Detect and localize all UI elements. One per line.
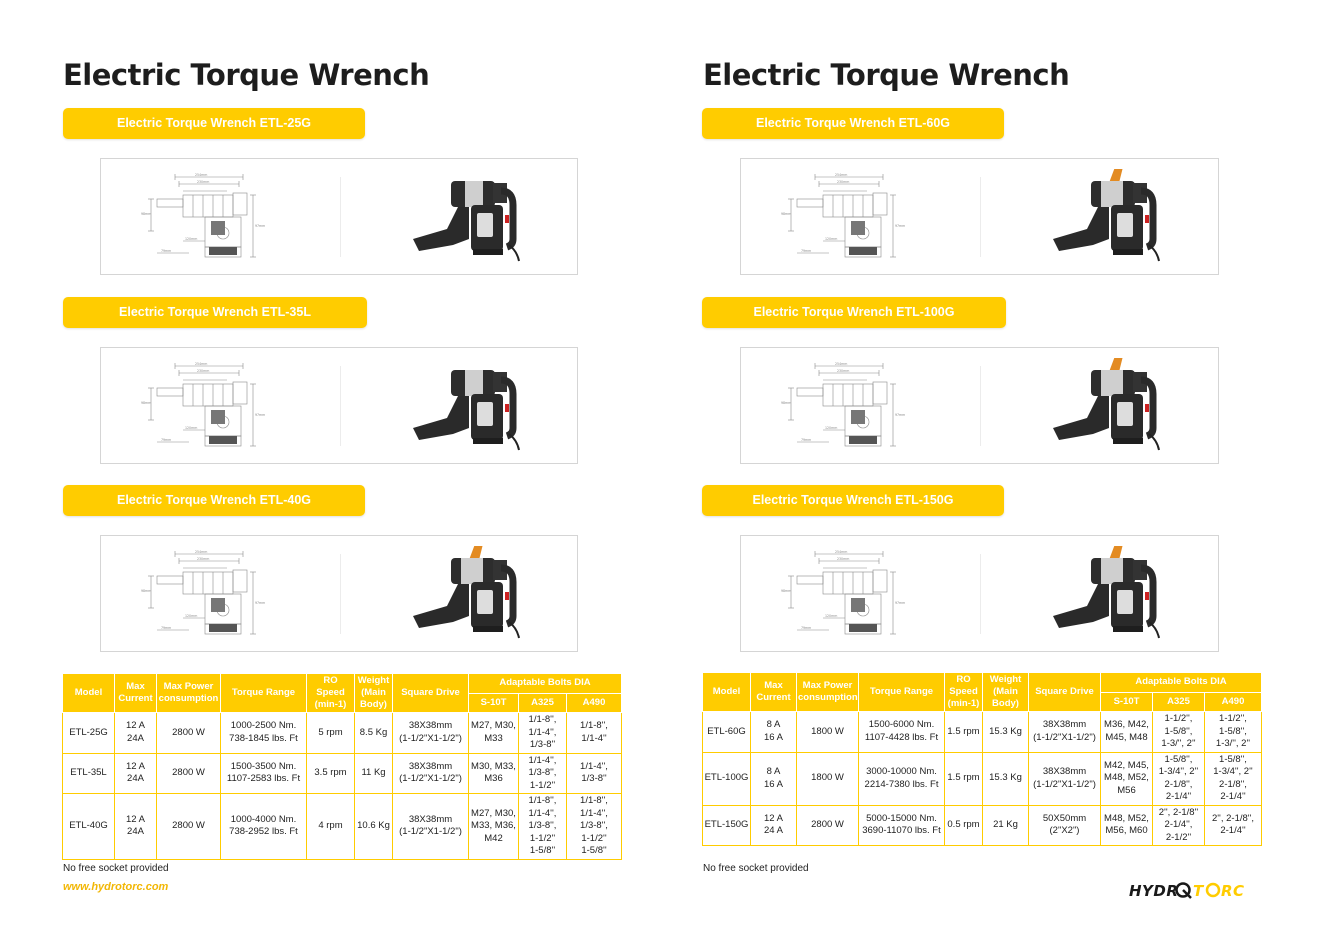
cell-weight: 11 Kg — [355, 753, 393, 794]
image-box-etl-35l — [100, 347, 578, 464]
cell-speed: 3.5 rpm — [307, 753, 355, 794]
header-bolts: Adaptable Bolts DIA — [1101, 673, 1262, 693]
header-torque: Torque Range — [221, 674, 307, 713]
cell-power: 2800 W — [157, 713, 221, 754]
technical-drawing — [779, 546, 909, 642]
header-speed: RO Speed (min-1) — [945, 673, 983, 712]
cell-model: ETL-40G — [63, 794, 115, 860]
cell-model: ETL-100G — [703, 752, 751, 805]
divider — [340, 366, 341, 446]
cell-a490: 2'', 2-1/8'', 2-1/4'' — [1205, 805, 1262, 846]
cell-s10t: M48, M52, M56, M60 — [1101, 805, 1153, 846]
header-current: Max Current — [751, 673, 797, 712]
table-row — [63, 713, 622, 754]
cell-weight: 21 Kg — [983, 805, 1029, 846]
cell-a490: 1/1-4'', 1/3-8'' — [567, 753, 622, 794]
svg-text:T: T — [1193, 882, 1204, 900]
product-photo — [1049, 546, 1177, 642]
left-page — [0, 0, 660, 933]
cell-a325: 1/1-4'', 1/3-8'', 1-1/2'' — [519, 753, 567, 794]
product-photo — [409, 546, 537, 642]
cell-model: ETL-150G — [703, 805, 751, 846]
cell-drive: 38X38mm (1-1/2"X1-1/2") — [393, 713, 469, 754]
cell-power: 2800 W — [797, 805, 859, 846]
cell-a490: 1/1-8'', 1/1-4'', 1/3-8'', 1-1/2'' 1-5/8'' — [567, 794, 622, 860]
cell-s10t: M30, M33, M36 — [469, 753, 519, 794]
header-a490: A490 — [567, 693, 622, 713]
header-drive: Square Drive — [1029, 673, 1101, 712]
cell-a490: 1/1-8'', 1/1-4'' — [567, 713, 622, 754]
product-photo — [409, 358, 537, 454]
cell-torque: 1500-3500 Nm. 1107-2583 lbs. Ft — [221, 753, 307, 794]
cell-current: 12 A 24 A — [751, 805, 797, 846]
footnote: No free socket provided — [63, 863, 169, 874]
header-s10t: S-10T — [1101, 692, 1153, 712]
cell-drive: 50X50mm (2"X2") — [1029, 805, 1101, 846]
cell-model: ETL-25G — [63, 713, 115, 754]
divider — [980, 554, 981, 634]
cell-s10t: M27, M30, M33 — [469, 713, 519, 754]
technical-drawing — [139, 169, 269, 265]
divider — [340, 554, 341, 634]
cell-torque: 1000-2500 Nm. 738-1845 lbs. Ft — [221, 713, 307, 754]
cell-s10t: M27, M30, M33, M36, M42 — [469, 794, 519, 860]
cell-speed: 0.5 rpm — [945, 805, 983, 846]
product-photo — [1049, 358, 1177, 454]
table-row — [703, 752, 1262, 805]
cell-a490: 1-1/2'', 1-5/8'', 1-3/'', 2'' — [1205, 712, 1262, 753]
header-power: Max Power consumption — [157, 674, 221, 713]
image-box-etl-25g — [100, 158, 578, 275]
header-a490: A490 — [1205, 692, 1262, 712]
cell-s10t: M42, M45, M48, M52, M56 — [1101, 752, 1153, 805]
cell-speed: 4 rpm — [307, 794, 355, 860]
image-box-etl-60g — [740, 158, 1219, 275]
technical-drawing — [139, 546, 269, 642]
cell-torque: 5000-15000 Nm. 3690-11070 lbs. Ft — [859, 805, 945, 846]
header-weight: Weight (Main Body) — [983, 673, 1029, 712]
header-power: Max Power consumption — [797, 673, 859, 712]
cell-drive: 38X38mm (1-1/2"X1-1/2") — [1029, 752, 1101, 805]
divider — [980, 366, 981, 446]
image-box-etl-100g — [740, 347, 1219, 464]
cell-drive: 38X38mm (1-1/2"X1-1/2") — [393, 753, 469, 794]
cell-power: 1800 W — [797, 712, 859, 753]
cell-drive: 38X38mm (1-1/2"X1-1/2") — [393, 794, 469, 860]
header-bolts: Adaptable Bolts DIA — [469, 674, 622, 694]
cell-weight: 10.6 Kg — [355, 794, 393, 860]
section-label-etl-150g: Electric Torque Wrench ETL-150G — [702, 485, 1004, 516]
website-link[interactable]: www.hydrotorc.com — [63, 881, 169, 893]
cell-a325: 1/1-8'', 1/1-4'', 1/3-8'' — [519, 713, 567, 754]
cell-speed: 1.5 rpm — [945, 752, 983, 805]
header-s10t: S-10T — [469, 693, 519, 713]
svg-text:HYDR: HYDR — [1129, 882, 1179, 900]
cell-torque: 3000-10000 Nm. 2214-7380 lbs. Ft — [859, 752, 945, 805]
divider — [340, 177, 341, 257]
cell-a325: 1-1/2'', 1-5/8'', 1-3/'', 2'' — [1153, 712, 1205, 753]
header-current: Max Current — [115, 674, 157, 713]
cell-torque: 1500-6000 Nm. 1107-4428 lbs. Ft — [859, 712, 945, 753]
header-model: Model — [63, 674, 115, 713]
image-box-etl-150g — [740, 535, 1219, 652]
table-row — [63, 753, 622, 794]
cell-a325: 1-5/8'', 1-3/4'', 2'' 2-1/8'', 2-1/4'' — [1153, 752, 1205, 805]
cell-power: 2800 W — [157, 753, 221, 794]
divider — [980, 177, 981, 257]
header-a325: A325 — [519, 693, 567, 713]
cell-a490: 1-5/8'', 1-3/4'', 2'' 2-1/8'', 2-1/4'' — [1205, 752, 1262, 805]
section-label-etl-60g: Electric Torque Wrench ETL-60G — [702, 108, 1004, 139]
cell-speed: 1.5 rpm — [945, 712, 983, 753]
cell-current: 12 A 24A — [115, 713, 157, 754]
spec-table — [702, 672, 1262, 846]
hydrotorc-logo — [1129, 878, 1264, 902]
spec-table — [62, 673, 622, 860]
technical-drawing — [779, 358, 909, 454]
cell-a325: 1/1-8'', 1/1-4'', 1/3-8'', 1-1/2'' 1-5/8'' — [519, 794, 567, 860]
table-row — [63, 794, 622, 860]
cell-power: 2800 W — [157, 794, 221, 860]
product-photo — [1049, 169, 1177, 265]
cell-weight: 8.5 Kg — [355, 713, 393, 754]
cell-current: 8 A 16 A — [751, 752, 797, 805]
right-page — [640, 0, 1300, 933]
cell-model: ETL-60G — [703, 712, 751, 753]
header-speed: RO Speed (min-1) — [307, 674, 355, 713]
table-row — [703, 805, 1262, 846]
cell-speed: 5 rpm — [307, 713, 355, 754]
cell-current: 8 A 16 A — [751, 712, 797, 753]
page-title: Electric Torque Wrench — [703, 58, 1070, 92]
product-photo — [409, 169, 537, 265]
svg-text:RC: RC — [1221, 882, 1245, 900]
footnote: No free socket provided — [703, 863, 809, 874]
cell-current: 12 A 24A — [115, 753, 157, 794]
cell-drive: 38X38mm (1-1/2"X1-1/2") — [1029, 712, 1101, 753]
table-row — [703, 712, 1262, 753]
header-torque: Torque Range — [859, 673, 945, 712]
header-weight: Weight (Main Body) — [355, 674, 393, 713]
cell-current: 12 A 24A — [115, 794, 157, 860]
cell-s10t: M36, M42, M45, M48 — [1101, 712, 1153, 753]
image-box-etl-40g — [100, 535, 578, 652]
cell-weight: 15.3 Kg — [983, 712, 1029, 753]
cell-power: 1800 W — [797, 752, 859, 805]
section-label-etl-25g: Electric Torque Wrench ETL-25G — [63, 108, 365, 139]
cell-torque: 1000-4000 Nm. 738-2952 lbs. Ft — [221, 794, 307, 860]
technical-drawing — [779, 169, 909, 265]
cell-model: ETL-35L — [63, 753, 115, 794]
cell-weight: 15.3 Kg — [983, 752, 1029, 805]
technical-drawing — [139, 358, 269, 454]
cell-a325: 2'', 2-1/8'' 2-1/4'', 2-1/2'' — [1153, 805, 1205, 846]
section-label-etl-35l: Electric Torque Wrench ETL-35L — [63, 297, 367, 328]
section-label-etl-40g: Electric Torque Wrench ETL-40G — [63, 485, 365, 516]
section-label-etl-100g: Electric Torque Wrench ETL-100G — [702, 297, 1006, 328]
header-model: Model — [703, 673, 751, 712]
header-a325: A325 — [1153, 692, 1205, 712]
header-drive: Square Drive — [393, 674, 469, 713]
page-title: Electric Torque Wrench — [63, 58, 430, 92]
